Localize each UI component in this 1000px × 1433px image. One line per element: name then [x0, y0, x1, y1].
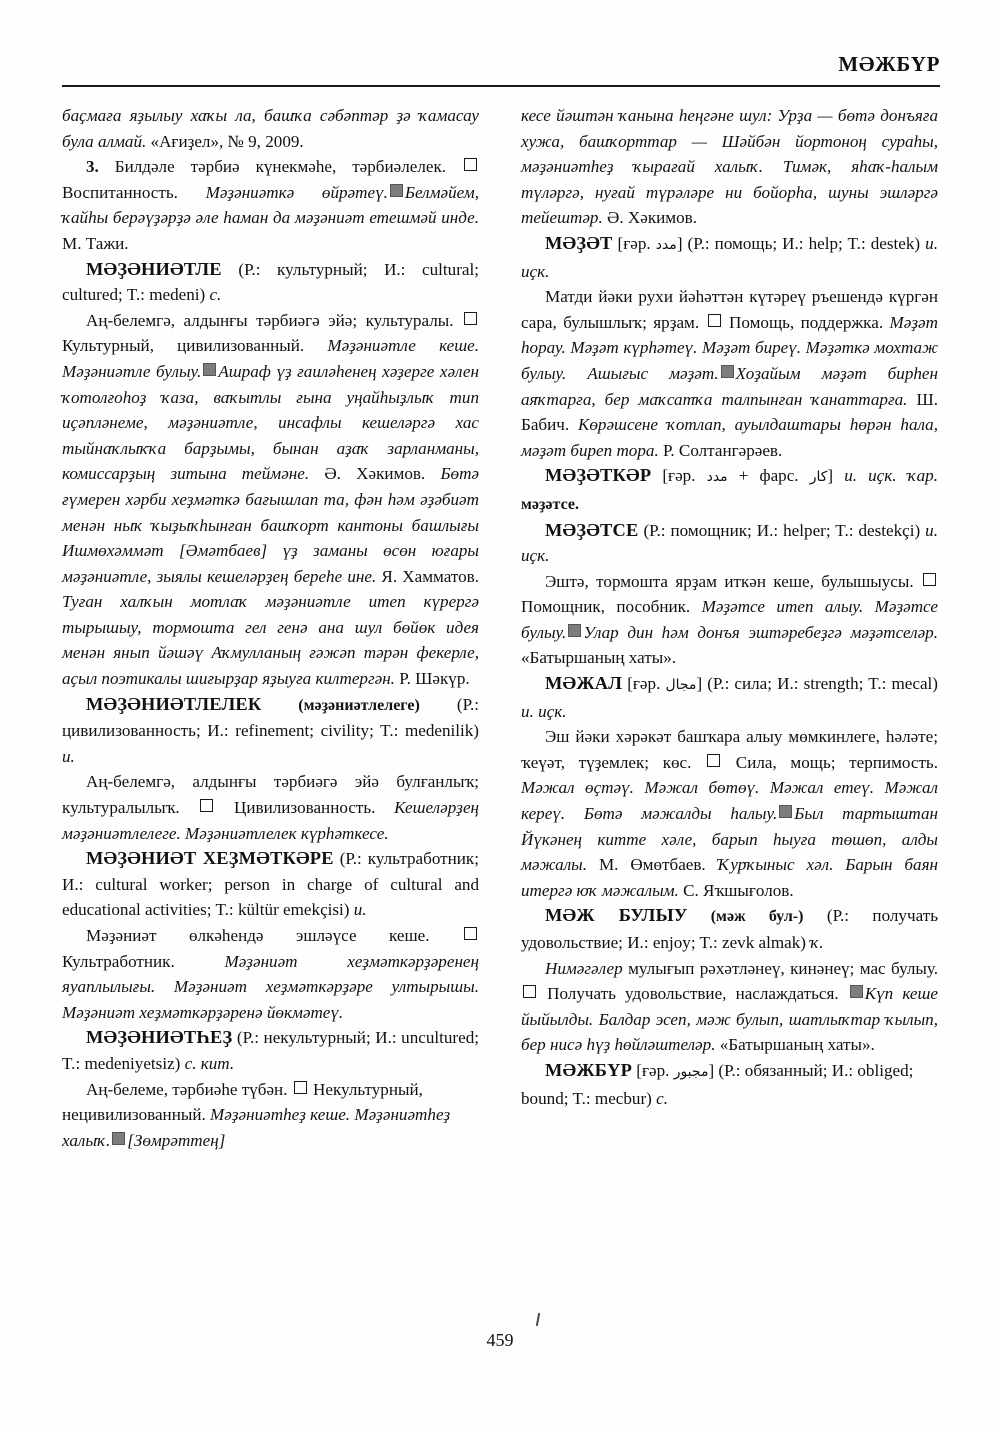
gloss-text: Культурный, цивилизованный.	[62, 336, 328, 356]
gloss-text: + фарс.	[727, 466, 810, 486]
example-italic-text: [Зөмрәттең]	[127, 1130, 226, 1150]
dictionary-entry	[62, 692, 479, 770]
example-italic-text: Мәжал өҫтәү. Мәжал бөтөү. Мәжал етеү. Мәжал кереү. Бөтә мәжалды һалыу.	[521, 778, 938, 824]
sense-marker-open-square	[707, 754, 720, 767]
gloss-text: Аң-белемгә, алдынғы тәрбиәгә эйә; культуралы.	[86, 310, 462, 330]
arabic-etymology: مجال	[665, 677, 697, 694]
example-italic-text: Был тартыштан Йүкәнең китте хәле, барып һыуға төшөп, алды мәжалы.	[521, 804, 939, 875]
sense-number: 3.	[86, 157, 99, 177]
gloss-text: Воспитанность.	[62, 182, 206, 202]
example-italic-text: и.	[62, 746, 75, 766]
gloss-text: Получать удовольствие, наслаждаться.	[538, 984, 848, 1004]
gloss-text: Я. Хамматов.	[376, 566, 479, 586]
dictionary-entry	[521, 1058, 938, 1111]
example-italic-text: с.	[656, 1088, 669, 1108]
headword: МӘЖАЛ	[545, 673, 623, 694]
sense-marker-open-square	[708, 314, 721, 327]
gloss-text: «Ағиҙел», № 9, 2009.	[146, 131, 304, 151]
gloss-text: Матди йәки рухи йәһәттән күтәреү ръешендә күргән сара, булышлыҡ; ярҙам.	[521, 287, 938, 332]
example-italic-text: Мәҙәниәтһеҙ кеше. Мәҙәниәтһеҙ халыҡ.	[62, 1105, 451, 1150]
dictionary-entry	[521, 463, 938, 517]
example-italic-text: и.	[353, 900, 367, 920]
example-italic-text: Туған халҡын мотлаҡ мәҙәниәтле итеп күрергә тырышыу, тормошта гел генә ана шул бөйөк идея менән янып йәшәү Аҡмулланың ғәжәп тәрән фекерле, аҫыл поэтикалы шиғырҙар яҙыуға килтергән.	[62, 592, 479, 689]
example-italic-text: кесе йәштән ҡанына һеңгәне шул: Урҙа — бөтә донъяға хужа, башҡорттар — Шәйбән йортоноң сураһы, мәҙәниәтһеҙ ҡырағай халыҡ. Тимәк, яһаҡ-һалым түләргә, нуғай түрәләре ни бойорһа, шуны эшләргә тейештәр.	[521, 106, 938, 228]
gloss-text: М. Өмөтбаев.	[587, 855, 718, 875]
headword: МӘҘӘНИӘТЛЕЛЕК	[86, 693, 262, 714]
page-number: 459	[486, 1330, 514, 1350]
sense-marker-open-square	[923, 573, 936, 586]
gloss-text: [ғәр.	[622, 674, 666, 694]
gloss-text: ] (Р.: помощь; И.: help; T.: destek)	[676, 233, 926, 253]
dictionary-entry	[62, 1025, 479, 1076]
gloss-text: [ғәр.	[651, 466, 707, 486]
arabic-etymology: مجبور	[673, 1063, 709, 1080]
right-column	[521, 103, 938, 1303]
headword-variant: (мәж бул-)	[687, 908, 804, 926]
entry-definition	[521, 569, 938, 671]
entry-continuation	[62, 103, 479, 154]
example-italic-text: Ҡурҡыныс хәл. Барын баян итергә юҡ мәжалым.	[521, 855, 939, 900]
ink-speck	[536, 1313, 540, 1326]
gloss-text: Билдәле тәрбиә күнекмәһе, тәрбиәлелек.	[98, 157, 462, 177]
entry-sense	[62, 154, 479, 256]
example-italic-text: ҡ.	[810, 933, 824, 952]
gloss-text: Аң-белеме, тәрбиәһе түбән.	[86, 1079, 292, 1099]
arabic-etymology: مدد	[706, 469, 728, 486]
headword: МӘҘӘНИӘТҺЕҘ	[86, 1027, 233, 1048]
citation-marker-filled-square	[721, 365, 734, 378]
sense-marker-open-square	[294, 1081, 307, 1094]
entry-definition	[521, 724, 938, 903]
gloss-text: М. Тажи.	[62, 233, 129, 253]
citation-marker-filled-square	[568, 624, 581, 637]
example-italic-text: Мәҙәт һорау. Мәҙәт күрһәтеү. Мәҙәт биреү. Мәҙәткә мохтаж булыу. Ашығыс мәҙәт.	[521, 312, 938, 383]
gloss-text: (Р.: получать удовольствие; И.: enjoy; T.: zevk almak)	[521, 906, 938, 952]
example-italic-text: Мәҙәтсе итеп алыу. Мәҙәтсе булыу.	[521, 597, 938, 642]
entry-definition	[62, 923, 479, 1025]
example-italic-text: Күп кеше йыйылды. Балдар эсеп, мәж булып, шатлыҡтар ҡылып, бер нисә һүҙ һөйләштеләр.	[521, 984, 938, 1055]
dictionary-entry	[521, 903, 938, 955]
headword: МӘҘӘНИӘТ ХЕҘМӘТКӘРЕ	[86, 848, 334, 869]
entry-definition	[521, 956, 938, 1058]
example-italic-text: и. иҫк. ҡар.	[844, 466, 938, 486]
gloss-text: Ш. Бабич.	[521, 389, 938, 435]
citation-marker-filled-square	[112, 1132, 125, 1145]
headword: МӘҘӘТКӘР	[545, 465, 652, 486]
gloss-text: Культработник.	[62, 951, 225, 971]
gloss-text: Ә. Хәкимов.	[602, 208, 697, 228]
example-italic-text: Хоҙайым мәҙәт бирһен аяҡтарға, бер маҡсатҡа талпынған ҡанаттарға.	[521, 363, 938, 409]
running-head-title: МӘЖБҮР	[838, 52, 940, 76]
example-italic-text: Белмәйем, ҡайһы берәүҙәрҙә әле һаман да мәҙәниәт етешмәй инде.	[62, 182, 479, 228]
gloss-text: Помощь, поддержка.	[722, 312, 890, 332]
gloss-text: ] (Р.: обязанный; И.: obliged; bound; T.: mecbur)	[521, 1060, 914, 1108]
gloss-text: «Батыршаның хаты».	[521, 648, 677, 668]
dictionary-entry	[62, 257, 479, 308]
headword: МӘЖБҮР	[545, 1059, 633, 1080]
gloss-text: Эштә, тормошта ярҙам иткән кеше, булышыусы.	[545, 571, 921, 591]
example-italic-text: Бөтә ғүмерен хәрби хеҙмәткә бағышлап та, фән һәм әҙәбиәт менән ныҡ ҡыҙыҡһынған башҡорт кантоны башлығы Ишмөхәммәт [Әмәтбаев] үҙ заманы өсөн юғары мәҙәниәтле, зыялы кешеләрҙең береһе ине.	[62, 464, 479, 586]
example-italic-text: и. иҫк.	[521, 520, 938, 566]
citation-marker-filled-square	[850, 985, 863, 998]
gloss-text: (Р.: помощник; И.: helper; T.: destekçi)	[638, 520, 926, 540]
dictionary-entry	[62, 846, 479, 923]
running-head	[62, 52, 940, 86]
example-italic-text: Улар дин һәм донъя эштәребеҙгә мәҙәтселәр.	[583, 622, 938, 642]
headword: МӘЖ БУЛЫУ	[545, 905, 688, 926]
headword-variant: (мәҙәниәтлелеге)	[261, 696, 420, 714]
example-italic-text: баҫмаға яҙылыу хаҡы ла, башҡа сәбәптәр ҙә ҡамасау була алмай.	[62, 106, 479, 151]
sense-marker-open-square	[523, 985, 536, 998]
gloss-text: «Батыршаның хаты».	[715, 1035, 875, 1055]
example-italic-text: Кешеләрҙең мәҙәниәтлелеге. Мәҙәниәтлелек күрһәткесе.	[62, 798, 480, 843]
example-italic-text: и. иҫк.	[521, 701, 567, 721]
body-columns	[62, 103, 938, 1303]
gloss-text: [ғәр.	[612, 233, 656, 253]
citation-marker-filled-square	[203, 363, 216, 376]
gloss-text: мулығып рәхәтләнеү, кинәнеү; мас булыу.	[622, 958, 938, 978]
dictionary-entry	[521, 518, 938, 569]
gloss-text: (Р.: цивилизованность; И.: refinement; civility; T.: medenilik)	[62, 694, 479, 741]
sense-marker-open-square	[464, 158, 477, 171]
example-italic-text: и. иҫк.	[521, 233, 938, 281]
gloss-text: С. Яҡшығолов.	[678, 880, 794, 900]
gloss-text: Р. Солтангәрәев.	[658, 440, 783, 460]
example-italic-text: Нимәгәлер	[545, 958, 623, 978]
example-italic-text: Мәҙәниәт хеҙмәткәрҙәренең яуаплылығы. Мәҙәниәт хеҙмәткәрҙәре ултырышы. Мәҙәниәт хеҙмәткәрҙәренә йөкмәтеү.	[62, 951, 479, 1022]
entry-definition	[62, 1077, 479, 1154]
gloss-text: Некультурный, нецивилизованный.	[62, 1079, 423, 1125]
example-italic-text: Мәҙәниәткә өйрәтеү.	[205, 182, 388, 202]
gloss-text: (Р.: некультурный; И.: uncultured; T.: medeniyetsiz)	[62, 1028, 479, 1073]
example-italic-text: Мәҙәниәтле кеше. Мәҙәниәтле булыу.	[62, 336, 479, 381]
example-italic-text: Көрәшсене ҡотлап, ауылдаштары һөрән һала, мәҙәт биреп тора.	[521, 415, 938, 460]
gloss-text: [ғәр.	[632, 1060, 674, 1080]
sense-marker-open-square	[464, 927, 477, 940]
entry-definition	[62, 308, 479, 692]
headword: МӘҘӘТСЕ	[545, 519, 639, 540]
dictionary-entry	[521, 231, 938, 284]
headword-variant: мәҙәтсе.	[521, 495, 579, 513]
entry-definition	[521, 284, 938, 463]
arabic-etymology: كار	[809, 469, 828, 486]
gloss-text: Эш йәки хәрәкәт башҡара алыу мөмкинлеге, һәләте; ҡеүәт, түҙемлек; көс.	[521, 727, 938, 772]
gloss-text: ]	[827, 466, 845, 486]
example-italic-text: с.	[209, 285, 222, 305]
gloss-text: Аң-белемгә, алдынғы тәрбиәгә эйә булғанлыҡ; культуралылыҡ.	[62, 772, 479, 818]
gloss-text: Ә. Хәкимов.	[309, 464, 441, 484]
gloss-text: (Р.: культработник; И.: cultural worker; person in charge of cultural and educational activities; T.: kültür emekçisi)	[62, 849, 479, 920]
sense-marker-open-square	[464, 312, 477, 325]
headword: МӘҘӘНИӘТЛЕ	[86, 258, 222, 279]
gloss-text: Р. Шәкүр.	[394, 669, 470, 689]
left-column	[62, 103, 479, 1303]
citation-marker-filled-square	[779, 805, 792, 818]
gloss-text: (Р.: культурный; И.: cultural; cultured; T.: medeni)	[62, 259, 479, 305]
dictionary-entry	[521, 671, 938, 724]
header-rule	[62, 85, 940, 87]
gloss-text: Помощник, пособник.	[521, 597, 702, 617]
gloss-text: ] (Р.: сила; И.: strength; T.: mecal)	[696, 674, 938, 694]
arabic-etymology: مدد	[655, 236, 677, 253]
gloss-text: Мәҙәниәт өлкәһендә эшләүсе кеше.	[86, 926, 462, 945]
gloss-text: Сила, мощь; терпимость.	[722, 752, 938, 772]
sense-marker-open-square	[200, 799, 213, 812]
entry-continuation	[521, 103, 938, 231]
entry-definition	[62, 769, 479, 846]
example-italic-text: Ашраф үҙ ғаиләһенең хәҙерге хәлен ҡотолғоһоҙ ҡаза, ваҡытлы ғына уңайһыҙлыҡ тип иҫәпләнеме, мәҙәниәтле, инсафлы кешеләргә хас тыйнаҡлыҡҡа барҙымы, бынан аҙаҡ зарланманы, комиссарҙың зитына теймәне.	[62, 361, 479, 484]
citation-marker-filled-square	[390, 184, 403, 197]
gloss-text: Цивилизованность.	[215, 798, 395, 818]
example-italic-text: с. кит.	[184, 1053, 235, 1073]
headword: МӘҘӘТ	[545, 232, 613, 253]
